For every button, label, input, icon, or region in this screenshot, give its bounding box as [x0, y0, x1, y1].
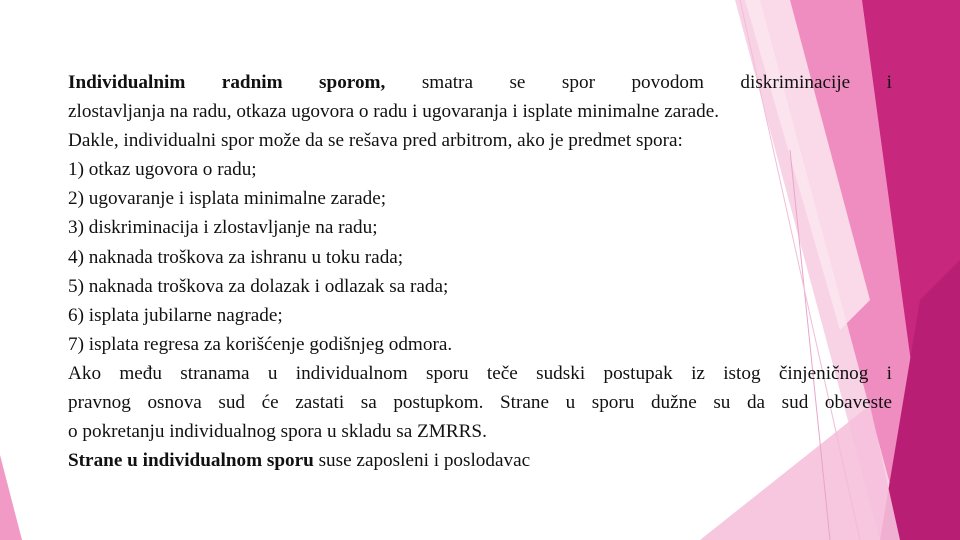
list-item-5: 5) naknada troškova za dolazak i odlazak sa rada; [68, 275, 449, 297]
intro-bold-term: Individualnim radnim sporom, [68, 72, 386, 93]
list-item-6: 6) isplata jubilarne nagrade; [68, 304, 283, 326]
final-line [68, 446, 892, 475]
ako-line-1: Ako među stranama u individualnom sporu teče sudski postupak iz istog činjeničnog i [68, 362, 892, 384]
intro-line-1-text: smatra se spor povodom diskriminacije i [385, 72, 892, 93]
left-pink-panel [0, 455, 22, 540]
body-text [68, 68, 892, 475]
ako-line-3: o pokretanju individualnog spora u skladu sa ZMRRS. [68, 421, 487, 443]
final-line-text: suse zaposleni i poslodavac [313, 450, 531, 472]
list-item-3: 3) diskriminacija i zlostavljanje na radu; [68, 217, 378, 239]
list-item-7: 7) isplata regresa za korišćenje godišnjeg odmora. [68, 333, 453, 355]
ako-line-2: pravnog osnova sud će zastati sa postupkom. Strane u sporu dužne su da sud obaveste [68, 392, 892, 414]
list-item-1: 1) otkaz ugovora o radu; [68, 159, 257, 181]
intro-paragraph-line-1 [68, 68, 892, 97]
list-item-2: 2) ugovaranje i isplata minimalne zarade; [68, 188, 387, 210]
list-item-4: 4) naknada troškova za ishranu u toku rada; [68, 246, 404, 268]
intro-paragraph-line-2: zlostavljanja na radu, otkaza ugovora o radu i ugovaranja i isplate minimalne zarade. [68, 101, 720, 123]
dakle-line: Dakle, individualni spor može da se rešava pred arbitrom, ako je predmet spora: [68, 130, 683, 152]
final-bold-term: Strane u individualnom sporu [68, 450, 314, 472]
